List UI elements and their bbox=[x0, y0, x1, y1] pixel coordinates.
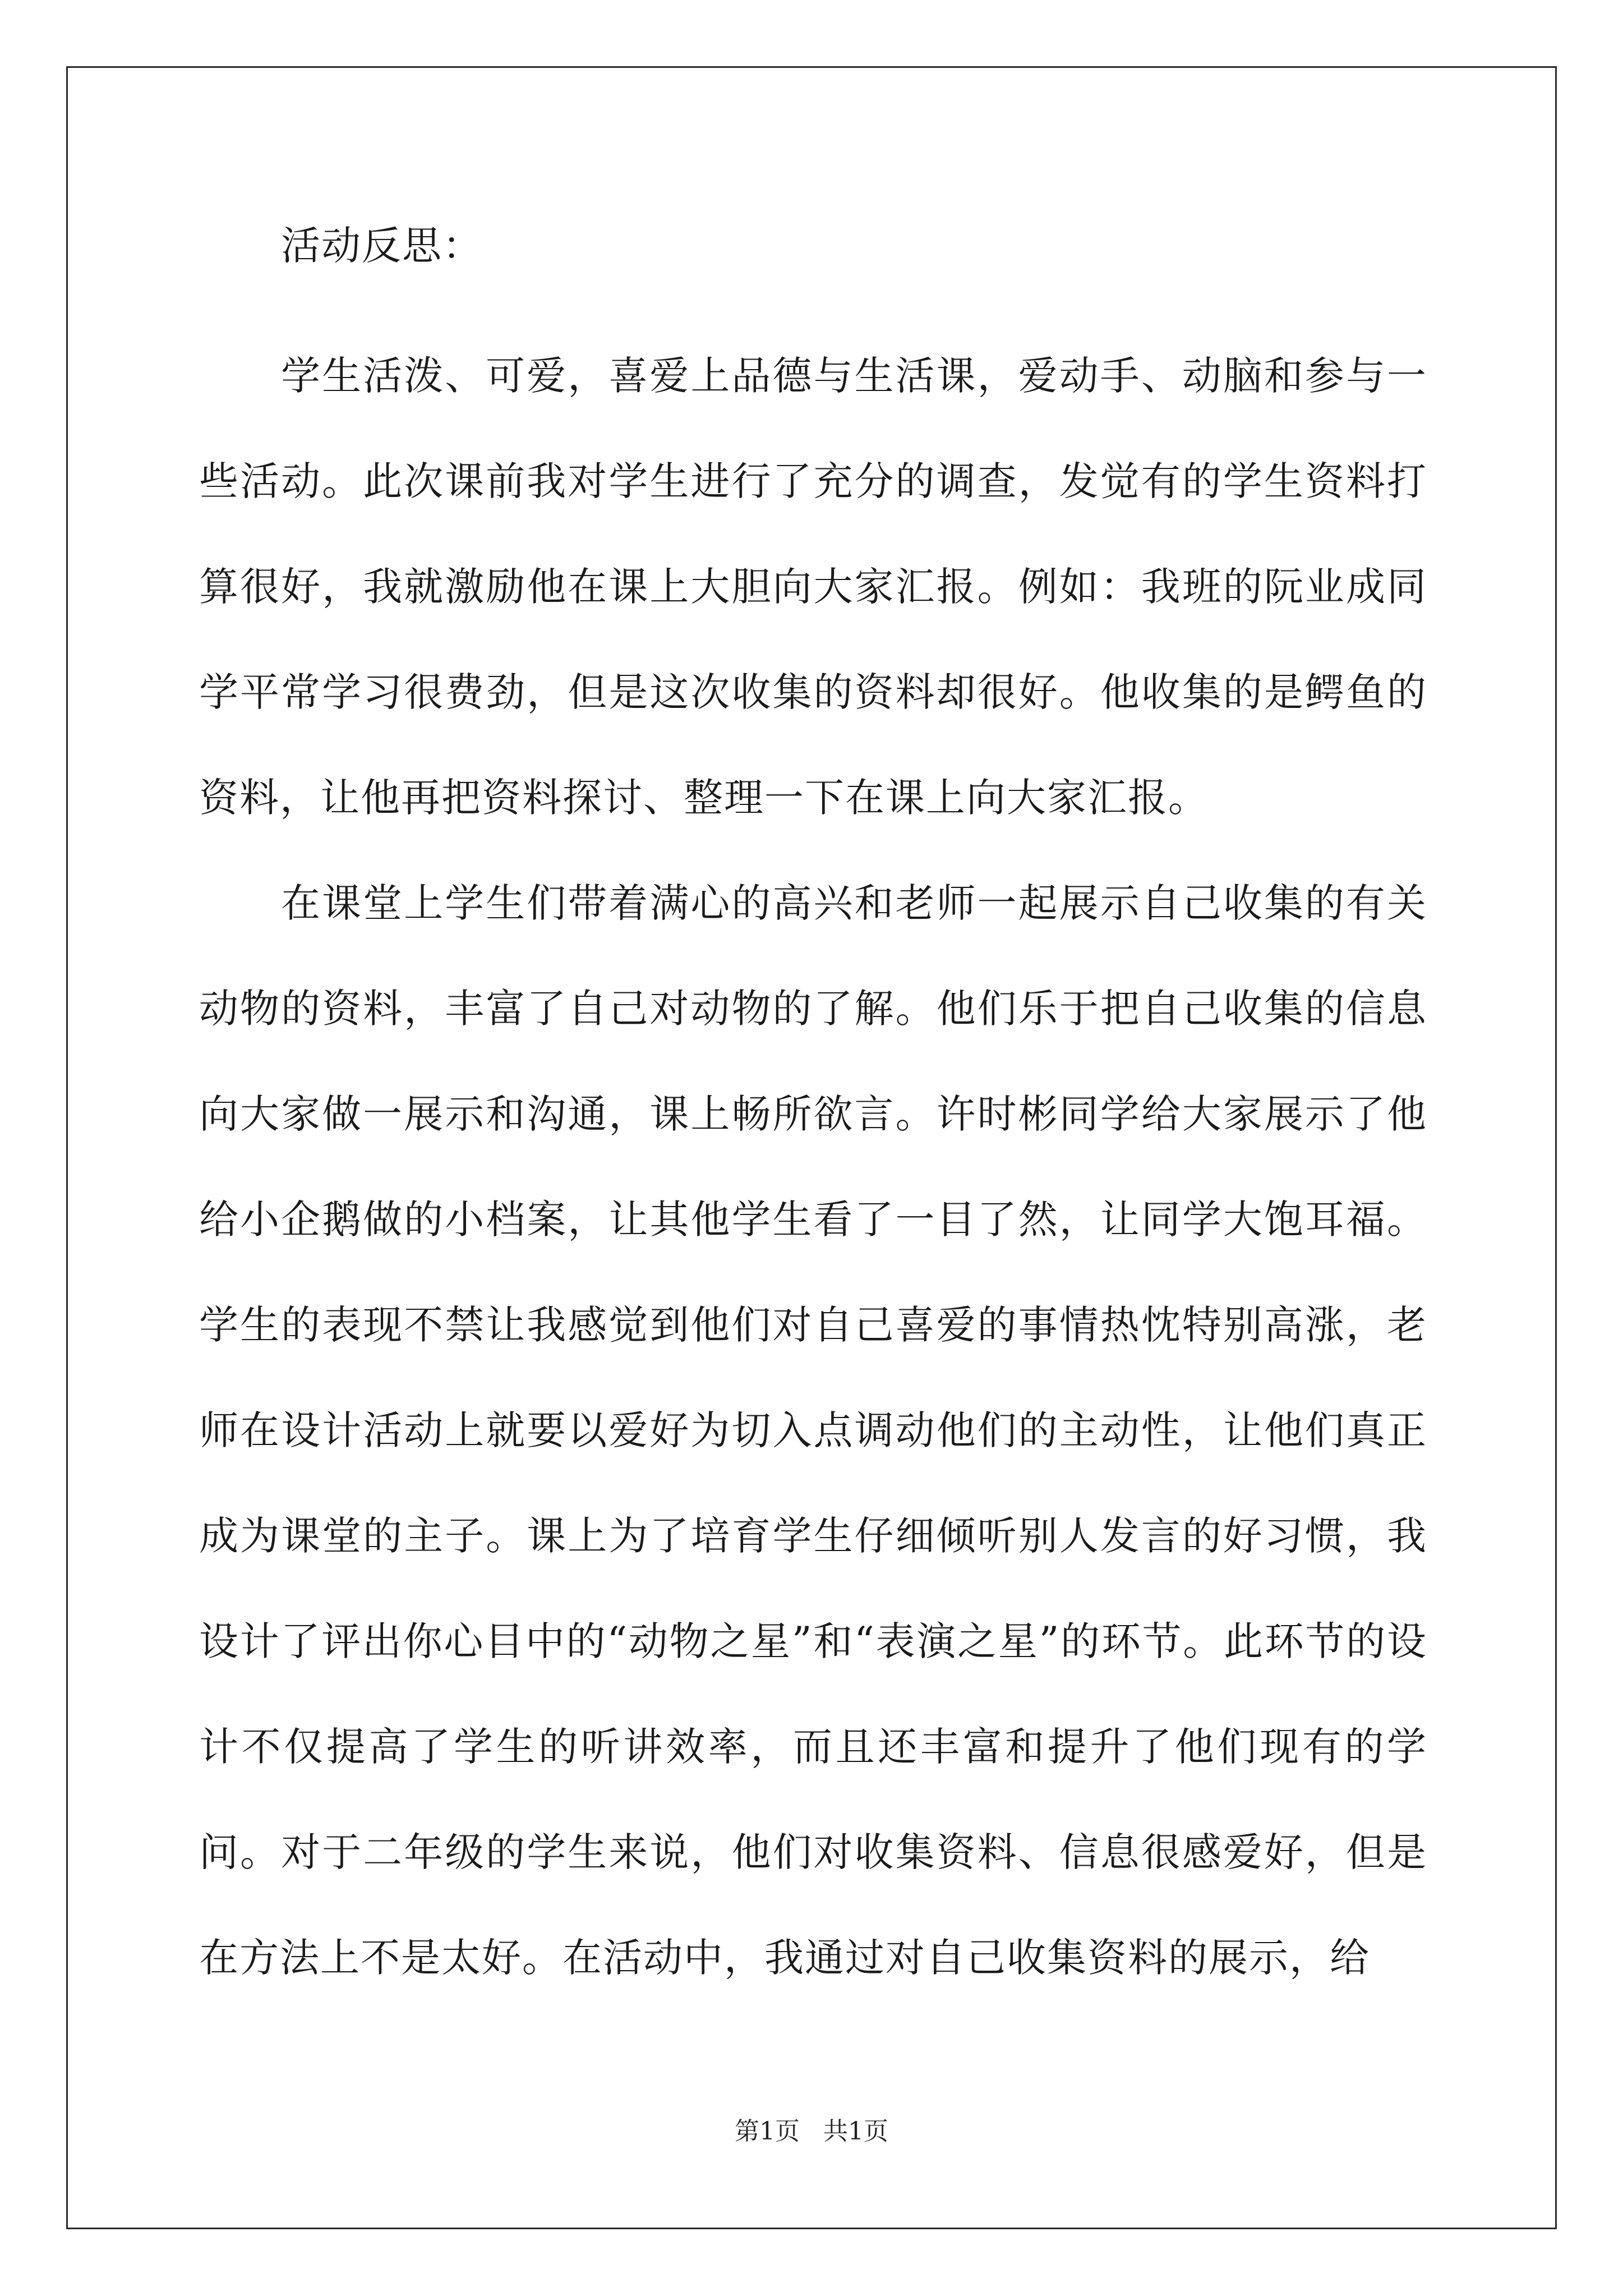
paragraph-2: 在课堂上学生们带着满心的高兴和老师一起展示自己收集的有关动物的资料，丰富了自己对动物的了解。他们乐于把自己收集的信息向大家做一展示和沟通，课上畅所欲言。许时彬同学给大家展示了他给小企鹅做的小档案，让其他学生看了一目了然，让同学大饱耳福。学生的表现不禁让我感觉到他们对自己喜爱的事情热忱特别高涨，老师在设计活动上就要以爱好为切入点调动他们的主动性，让他们真正成为课堂的主子。课上为了培育学生仔细倾听别人发言的好习惯，我设计了评出你心目中的“动物之星”和“表演之星”的环节。此环节的设计不仅提高了学生的听讲效率，而且还丰富和提升了他们现有的学问。对于二年级的学生来说，他们对收集资料、信息很感爱好，但是在方法上不是太好。在活动中，我通过对自己收集资料的展示，给 bbox=[199, 880, 1427, 1981]
paragraph-1: 学生活泼、可爱，喜爱上品德与生活课，爱动手、动脑和参与一些活动。此次课前我对学生进行了充分的调查，发觉有的学生资料打算很好，我就激励他在课上大胆向大家汇报。例如：我班的阮业成同学平常学习很费劲，但是这次收集的资料却很好。他收集的是鳄鱼的资料，让他再把资料探讨、整理一下在课上向大家汇报。 bbox=[199, 353, 1427, 821]
section-heading: 活动反思： bbox=[281, 223, 483, 269]
page-total: 共1页 bbox=[823, 2117, 888, 2146]
page-footer bbox=[0, 2116, 1623, 2147]
document-body bbox=[199, 218, 1427, 2010]
page-number: 第1页 bbox=[735, 2117, 800, 2146]
